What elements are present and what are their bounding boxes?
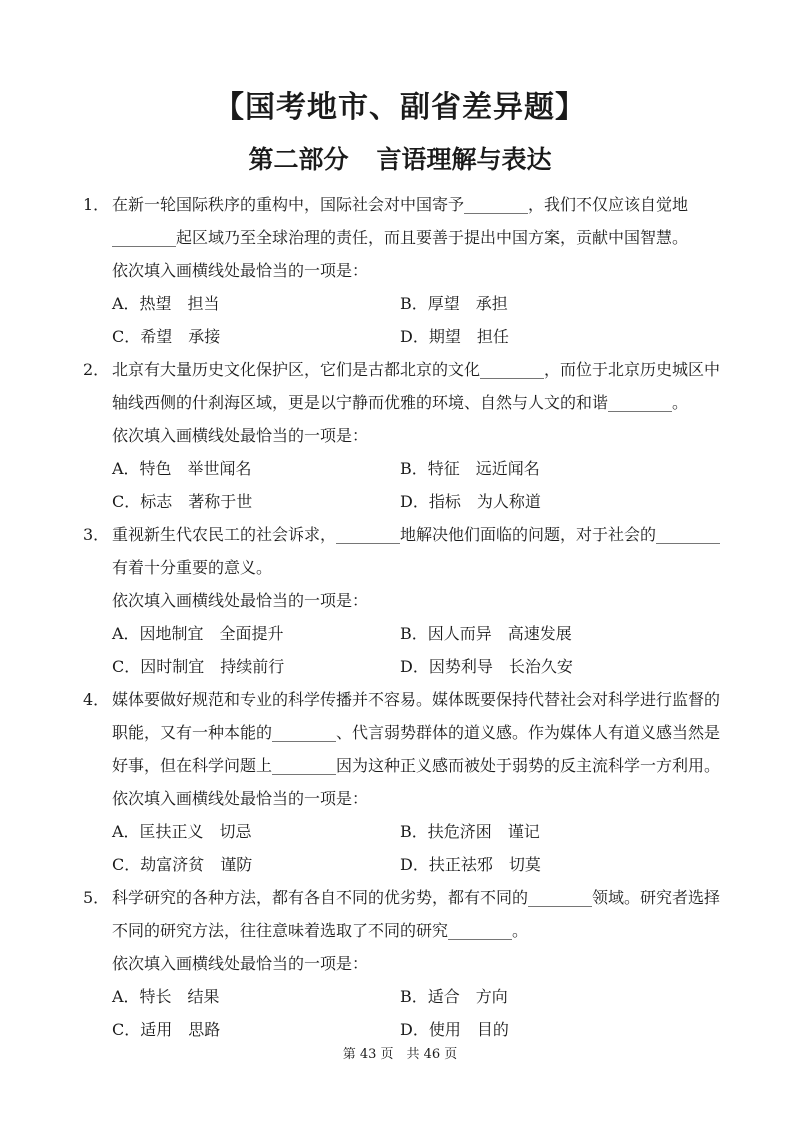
option-c: C．标志 著称于世 bbox=[112, 492, 253, 511]
question-4 bbox=[83, 683, 723, 881]
question-5 bbox=[83, 881, 723, 1046]
page-title: 【国考地市、副省差异题】 bbox=[214, 90, 586, 125]
option-a: A．特色 举世闻名 bbox=[112, 459, 252, 478]
question-text: 轴线西侧的什刹海区域，更是以宁静而优雅的环境、自然与人文的和谐________。 bbox=[112, 393, 689, 412]
question-text: 重视新生代农民工的社会诉求，________地解决他们面临的问题，对于社会的________ bbox=[112, 525, 721, 544]
option-d: D．指标 为人称道 bbox=[400, 492, 541, 511]
section-name: 言语理解与表达 bbox=[376, 145, 552, 174]
question-text: 职能，又有一种本能的________、代言弱势群体的道义感。作为媒体人有道义感当然是 bbox=[112, 723, 721, 742]
question-3 bbox=[83, 518, 723, 683]
question-number: 1． bbox=[83, 195, 110, 214]
question-list bbox=[83, 188, 723, 1046]
question-text: 科学研究的各种方法，都有各自不同的优劣势，都有不同的________领域。研究者选择 bbox=[112, 888, 721, 907]
page-footer: 第 43 页 共 46 页 bbox=[342, 1047, 458, 1062]
section-heading bbox=[0, 140, 800, 176]
question-text: 不同的研究方法，往往意味着选取了不同的研究________。 bbox=[112, 921, 529, 940]
question-1 bbox=[83, 188, 723, 353]
option-d: D．期望 担任 bbox=[400, 327, 509, 346]
option-d: D．扶正祛邪 切莫 bbox=[400, 855, 541, 874]
question-text: 好事，但在科学问题上________因为这种正义感而被处于弱势的反主流科学一方利用。 bbox=[112, 756, 721, 775]
option-c: C．适用 思路 bbox=[112, 1020, 221, 1039]
question-number: 4． bbox=[83, 690, 110, 709]
options-grid bbox=[83, 452, 723, 518]
question-text: 媒体要做好规范和专业的科学传播并不容易。媒体既要保持代替社会对科学进行监督的 bbox=[112, 690, 721, 709]
option-a: A．因地制宜 全面提升 bbox=[112, 624, 284, 643]
option-c: C．希望 承接 bbox=[112, 327, 221, 346]
option-c: C．劫富济贫 谨防 bbox=[112, 855, 253, 874]
option-b: B．扶危济困 谨记 bbox=[400, 822, 540, 841]
question-number: 5． bbox=[83, 888, 110, 907]
option-b: B．适合 方向 bbox=[400, 987, 508, 1006]
question-prompt: 依次填入画横线处最恰当的一项是： bbox=[112, 261, 369, 280]
question-text: 北京有大量历史文化保护区，它们是古都北京的文化________，而位于北京历史城区中 bbox=[112, 360, 721, 379]
question-text: ________起区域乃至全球治理的责任，而且要善于提出中国方案，贡献中国智慧。 bbox=[112, 228, 689, 247]
question-text: 在新一轮国际秩序的重构中，国际社会对中国寄予________，我们不仅应该自觉地 bbox=[112, 195, 689, 214]
question-number: 2． bbox=[83, 360, 110, 379]
question-prompt: 依次填入画横线处最恰当的一项是： bbox=[112, 426, 369, 445]
options-grid bbox=[83, 617, 723, 683]
option-a: A．匡扶正义 切忌 bbox=[112, 822, 252, 841]
question-number: 3． bbox=[83, 525, 110, 544]
options-grid bbox=[83, 287, 723, 353]
option-a: A．热望 担当 bbox=[112, 294, 220, 313]
question-text: 有着十分重要的意义。 bbox=[112, 558, 273, 577]
option-c: C．因时制宜 持续前行 bbox=[112, 657, 285, 676]
section-part: 第二部分 bbox=[248, 145, 349, 174]
options-grid bbox=[83, 815, 723, 881]
question-prompt: 依次填入画横线处最恰当的一项是： bbox=[112, 789, 369, 808]
option-d: D．使用 目的 bbox=[400, 1020, 509, 1039]
option-a: A．特长 结果 bbox=[112, 987, 220, 1006]
option-b: B．因人而异 高速发展 bbox=[400, 624, 572, 643]
option-b: B．特征 远近闻名 bbox=[400, 459, 540, 478]
options-grid bbox=[83, 980, 723, 1046]
option-d: D．因势利导 长治久安 bbox=[400, 657, 573, 676]
question-prompt: 依次填入画横线处最恰当的一项是： bbox=[112, 591, 369, 610]
option-b: B．厚望 承担 bbox=[400, 294, 508, 313]
question-2 bbox=[83, 353, 723, 518]
question-prompt: 依次填入画横线处最恰当的一项是： bbox=[112, 954, 369, 973]
